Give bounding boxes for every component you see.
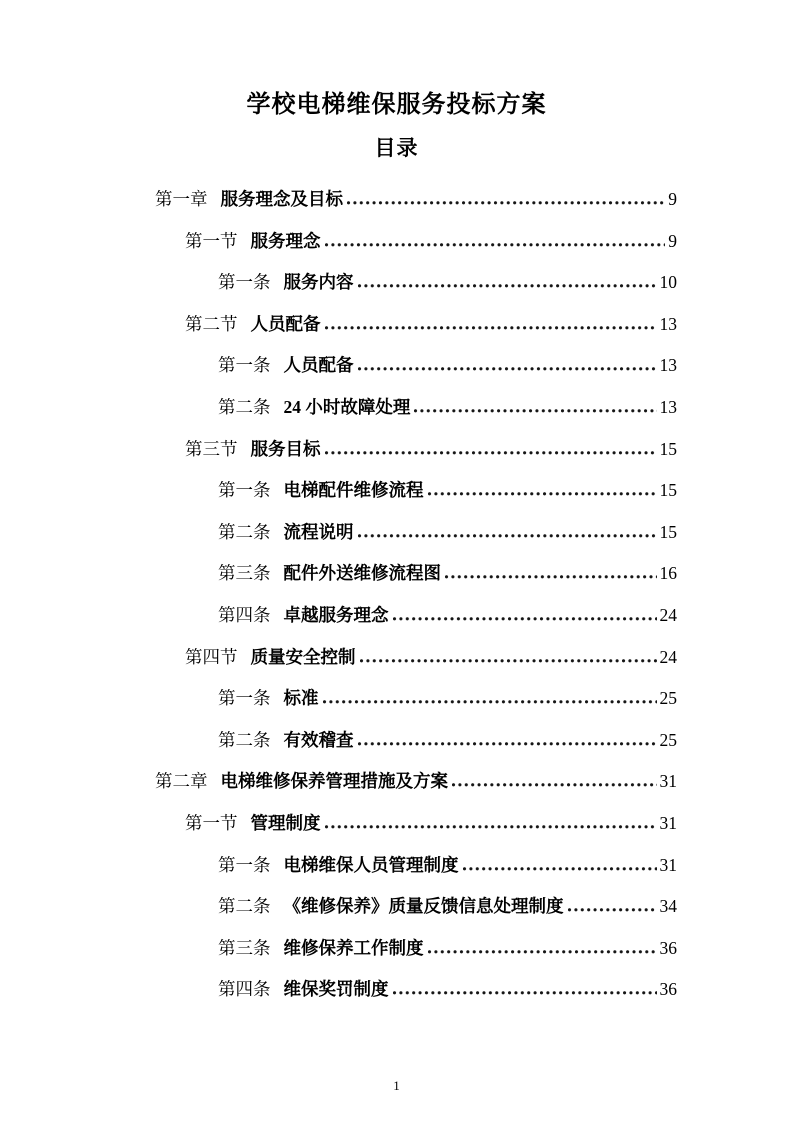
toc-entry-number: 第二条	[218, 896, 271, 917]
dot-leader	[358, 366, 657, 371]
toc-entry-page: 9	[668, 230, 677, 251]
toc-entry-title: 《维修保养》质量反馈信息处理制度	[283, 896, 564, 917]
toc-entry-number: 第三条	[218, 563, 271, 584]
dot-leader	[325, 824, 657, 829]
toc-entry-number: 第三条	[218, 937, 271, 958]
toc-entry-page: 36	[659, 979, 677, 1000]
toc-entry[interactable]	[0, 261, 677, 303]
dot-leader	[360, 658, 657, 663]
toc-entry-title: 流程说明	[283, 521, 354, 542]
toc-entry-title: 服务理念及目标	[220, 189, 343, 209]
toc-entry-number: 第一条	[218, 480, 271, 501]
toc-entry-page: 31	[659, 812, 677, 833]
toc-heading: 目录	[374, 137, 419, 160]
dot-leader	[393, 616, 657, 621]
toc-entry-number: 第一节	[185, 230, 238, 251]
toc-entry[interactable]	[0, 636, 677, 678]
toc-entry-title: 电梯配件维修流程	[283, 480, 424, 501]
document-title: 学校电梯维保服务投标方案	[246, 91, 547, 118]
toc-entry-number: 第一条	[218, 854, 271, 875]
toc-entry-page: 13	[659, 313, 677, 334]
dot-leader	[358, 741, 657, 746]
toc-entry-title: 质量安全控制	[250, 646, 356, 667]
toc-entry[interactable]	[0, 719, 677, 761]
toc-entry-title: 服务目标	[250, 438, 321, 459]
toc-entry-page: 24	[659, 604, 677, 625]
dot-leader	[463, 866, 657, 871]
toc-entry[interactable]	[0, 594, 677, 636]
toc-entry-title: 24 小时故障处理	[283, 396, 411, 417]
toc-entry-number: 第四条	[218, 979, 271, 1000]
toc-entry-page: 13	[659, 396, 677, 417]
dot-leader	[393, 990, 657, 995]
toc-entry-number: 第一条	[218, 688, 271, 709]
toc-entry-title: 管理制度	[250, 812, 321, 833]
toc-entry-number: 第四节	[185, 646, 238, 667]
toc-entry[interactable]	[0, 469, 677, 511]
toc-entry-title: 人员配备	[250, 313, 321, 334]
dot-leader	[323, 699, 657, 704]
toc-entry-page: 34	[659, 896, 677, 917]
toc-entry[interactable]	[0, 220, 677, 262]
toc-entry[interactable]	[0, 968, 677, 1010]
toc-entry-title: 有效稽查	[283, 729, 354, 750]
toc-entry[interactable]	[0, 178, 677, 220]
toc-entry-number: 第二条	[218, 396, 271, 417]
toc-entry[interactable]	[0, 428, 677, 470]
footer-page-number: 1	[393, 1078, 400, 1093]
toc-list	[0, 178, 793, 1010]
toc-entry-title: 人员配备	[283, 355, 354, 376]
toc-entry[interactable]	[0, 344, 677, 386]
toc-entry[interactable]	[0, 844, 677, 886]
toc-entry[interactable]	[0, 760, 677, 802]
dot-leader	[347, 200, 665, 205]
toc-entry-page: 15	[659, 521, 677, 542]
dot-leader	[325, 450, 657, 455]
toc-entry-title: 维保奖罚制度	[283, 979, 389, 1000]
toc-entry-number: 第二条	[218, 729, 271, 750]
toc-entry[interactable]	[0, 927, 677, 969]
toc-entry[interactable]	[0, 511, 677, 553]
toc-entry-number: 第二章	[155, 771, 208, 792]
toc-entry-page: 10	[659, 272, 677, 293]
toc-entry-page: 31	[659, 771, 677, 792]
dot-leader	[325, 242, 666, 247]
dot-leader	[358, 533, 657, 538]
toc-entry-number: 第二节	[185, 313, 238, 334]
toc-entry-page: 9	[668, 189, 677, 209]
dot-leader	[568, 907, 657, 912]
toc-entry-title: 卓越服务理念	[283, 604, 389, 625]
toc-entry-title: 服务内容	[283, 272, 354, 293]
dot-leader	[428, 491, 657, 496]
toc-entry-page: 13	[659, 355, 677, 376]
toc-entry-page: 25	[659, 729, 677, 750]
toc-entry-number: 第一条	[218, 355, 271, 376]
toc-entry-page: 24	[659, 646, 677, 667]
dot-leader	[325, 325, 657, 330]
toc-entry-title: 标准	[283, 688, 319, 709]
toc-entry[interactable]	[0, 303, 677, 345]
toc-entry-number: 第四条	[218, 604, 271, 625]
toc-entry-page: 25	[659, 688, 677, 709]
toc-entry-number: 第一节	[185, 812, 238, 833]
toc-entry-title: 配件外送维修流程图	[283, 563, 441, 584]
dot-leader	[445, 574, 657, 579]
toc-entry-title: 电梯维修保养管理措施及方案	[220, 771, 448, 792]
dot-leader	[452, 782, 657, 787]
toc-entry-title: 电梯维保人员管理制度	[283, 854, 459, 875]
toc-entry[interactable]	[0, 802, 677, 844]
toc-entry-page: 15	[659, 480, 677, 501]
toc-entry-title: 维修保养工作制度	[283, 937, 424, 958]
toc-entry[interactable]	[0, 885, 677, 927]
dot-leader	[414, 408, 656, 413]
toc-entry[interactable]	[0, 677, 677, 719]
toc-entry-number: 第三节	[185, 438, 238, 459]
dot-leader	[358, 283, 657, 288]
dot-leader	[428, 949, 657, 954]
toc-entry-number: 第一条	[218, 272, 271, 293]
toc-entry-number: 第一章	[155, 189, 208, 209]
toc-entry[interactable]	[0, 552, 677, 594]
toc-entry[interactable]	[0, 386, 677, 428]
toc-entry-number: 第二条	[218, 521, 271, 542]
toc-entry-page: 36	[659, 937, 677, 958]
toc-entry-page: 31	[659, 854, 677, 875]
toc-entry-page: 15	[659, 438, 677, 459]
toc-entry-title: 服务理念	[250, 230, 321, 251]
toc-entry-page: 16	[659, 563, 677, 584]
